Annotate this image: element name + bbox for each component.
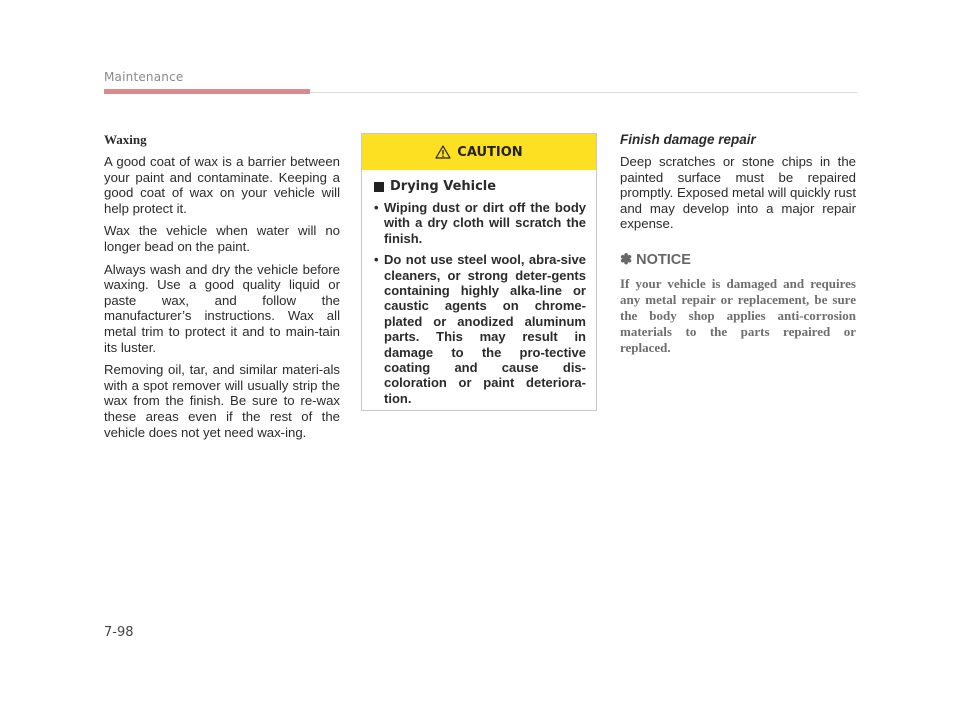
caution-title: CAUTION — [457, 144, 523, 160]
asterisk-star-icon: ✽ — [620, 251, 633, 268]
notice-heading-text: NOTICE — [636, 251, 691, 268]
notice-heading — [620, 252, 856, 268]
waxing-paragraph: Wax the vehicle when water will no longer bead on the paint. — [104, 223, 340, 254]
waxing-paragraph: Removing oil, tar, and similar materi-als with a spot remover will usually strip the wax from the finish. Be sure to re-wax these areas even if the rest of the vehicle does not yet need wax-ing. — [104, 362, 340, 440]
square-bullet-icon — [374, 182, 384, 192]
warning-triangle-icon — [435, 145, 451, 159]
waxing-paragraph: Always wash and dry the vehicle before waxing. Use a good quality liquid or paste wax, and follow the manufacturer’s instructions. Wax all metal trim to protect it and to main-tain its luster. — [104, 261, 340, 355]
right-column — [620, 132, 856, 356]
caution-body — [362, 170, 596, 406]
caution-item: • Do not use steel wool, abra-sive cleaners, or strong deter-gents containing highly alka-line or caustic agents on chrome-plated or anodized aluminum parts. This may result in damage to the pro-tective coating and cause dis-coloration or paint deteriora-tion. — [374, 252, 586, 406]
left-column — [104, 132, 340, 447]
caution-header — [362, 134, 596, 170]
section-label: Maintenance — [104, 70, 184, 84]
waxing-heading: Waxing — [104, 132, 147, 147]
finish-repair-heading: Finish damage repair — [620, 132, 756, 147]
caution-item-text: Wiping dust or dirt off the body with a dry cloth will scratch the finish. — [384, 200, 586, 246]
caution-item-text: Do not use steel wool, abra-sive cleaners, or strong deter-gents containing highly alka-line or caustic agents on chrome-plated or anodized aluminum parts. This may result in damage to the pro-tective coating and cause dis-coloration or paint deteriora-tion. — [384, 252, 586, 406]
header-accent-rule — [104, 89, 310, 94]
notice-text: If your vehicle is damaged and requires any metal repair or replacement, be sure the body shop applies anti-corrosion materials to the parts repaired or replaced. — [620, 275, 856, 355]
page-number: 7-98 — [104, 625, 134, 640]
caution-subheading-text: Drying Vehicle — [390, 179, 497, 194]
caution-box — [361, 133, 597, 411]
header-rule — [310, 92, 857, 93]
caution-list — [374, 200, 586, 406]
waxing-paragraph: A good coat of wax is a barrier between your paint and contaminate. Keeping a good coat of wax on your vehicle will help protect it. — [104, 154, 340, 216]
caution-subheading — [374, 179, 586, 194]
caution-item: • Wiping dust or dirt off the body with a dry cloth will scratch the finish. — [374, 200, 586, 246]
finish-repair-paragraph: Deep scratches or stone chips in the painted surface must be repaired promptly. Exposed metal will quickly rust and may develop into a major repair expense. — [620, 154, 856, 232]
